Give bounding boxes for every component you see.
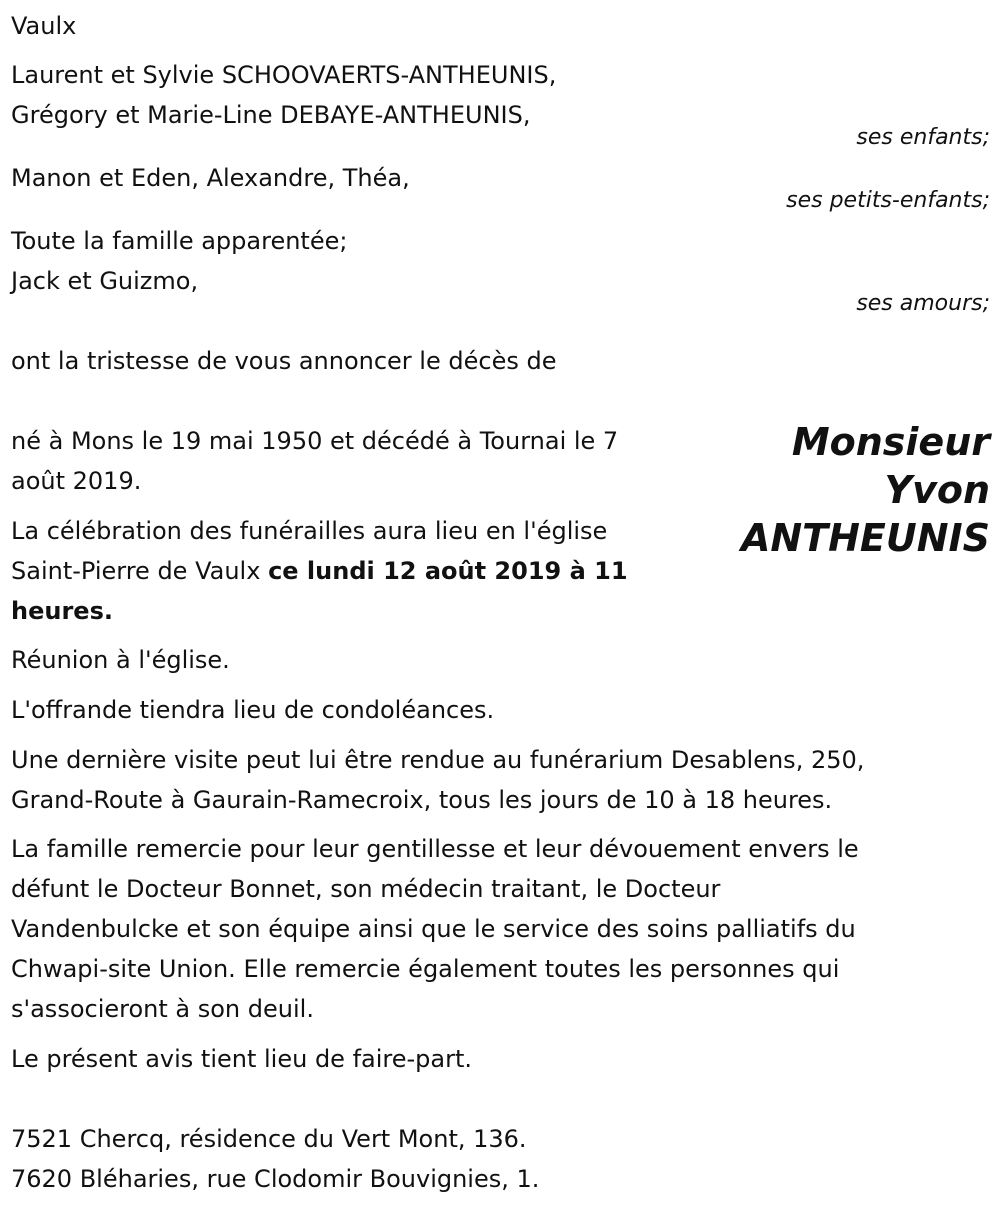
funeral-line-1: La célébration des funérailles aura lieu en l'église xyxy=(11,517,608,545)
birth-line-2: août 2019. xyxy=(11,467,142,495)
announcement: ont la tristesse de vous annoncer le décès de xyxy=(11,347,557,375)
address-1: 7521 Chercq, résidence du Vert Mont, 136. xyxy=(11,1125,527,1153)
address-2: 7620 Bléharies, rue Clodomir Bouvignies, 1. xyxy=(11,1165,540,1193)
grandchildren-label: ses petits-enfants; xyxy=(786,188,990,213)
pets-label: ses amours; xyxy=(856,291,990,316)
deceased-name-block xyxy=(741,418,990,562)
funeral-time: heures. xyxy=(11,597,113,625)
birth-line-1: né à Mons le 19 mai 1950 et décédé à Tournai le 7 xyxy=(11,427,619,455)
thanks-line-2: défunt le Docteur Bonnet, son médecin traitant, le Docteur xyxy=(11,875,721,903)
children-line-2: Grégory et Marie-Line DEBAYE-ANTHEUNIS, xyxy=(11,101,531,129)
thanks-line-5: s'associeront à son deuil. xyxy=(11,995,314,1023)
pets-line: Jack et Guizmo, xyxy=(11,267,199,295)
funeral-line-3 xyxy=(11,591,113,631)
meeting-line: Réunion à l'église. xyxy=(11,646,230,674)
offering-line: L'offrande tiendra lieu de condoléances. xyxy=(11,696,495,724)
thanks-line-4: Chwapi-site Union. Elle remercie également toutes les personnes qui xyxy=(11,955,840,983)
children-label: ses enfants; xyxy=(856,125,990,150)
grandchildren-line: Manon et Eden, Alexandre, Théa, xyxy=(11,164,410,192)
funeral-place: Saint-Pierre de Vaulx xyxy=(11,557,269,585)
visit-line-1: Une dernière visite peut lui être rendue au funérarium Desablens, 250, xyxy=(11,746,865,774)
deceased-title: Monsieur xyxy=(791,420,990,464)
deceased-first-name: Yvon xyxy=(884,468,990,512)
family-line: Toute la famille apparentée; xyxy=(11,227,348,255)
thanks-line-3: Vandenbulcke et son équipe ainsi que le service des soins palliatifs du xyxy=(11,915,856,943)
location: Vaulx xyxy=(11,12,77,40)
children-line-1: Laurent et Sylvie SCHOOVAERTS-ANTHEUNIS, xyxy=(11,61,557,89)
visit-line-2: Grand-Route à Gaurain-Ramecroix, tous les jours de 10 à 18 heures. xyxy=(11,786,833,814)
notice-line: Le présent avis tient lieu de faire-part. xyxy=(11,1045,473,1073)
deceased-last-name: ANTHEUNIS xyxy=(740,516,990,560)
thanks-line-1: La famille remercie pour leur gentillesse et leur dévouement envers le xyxy=(11,835,859,863)
funeral-date: ce lundi 12 août 2019 à 11 xyxy=(268,557,628,585)
funeral-line-2 xyxy=(11,551,628,591)
